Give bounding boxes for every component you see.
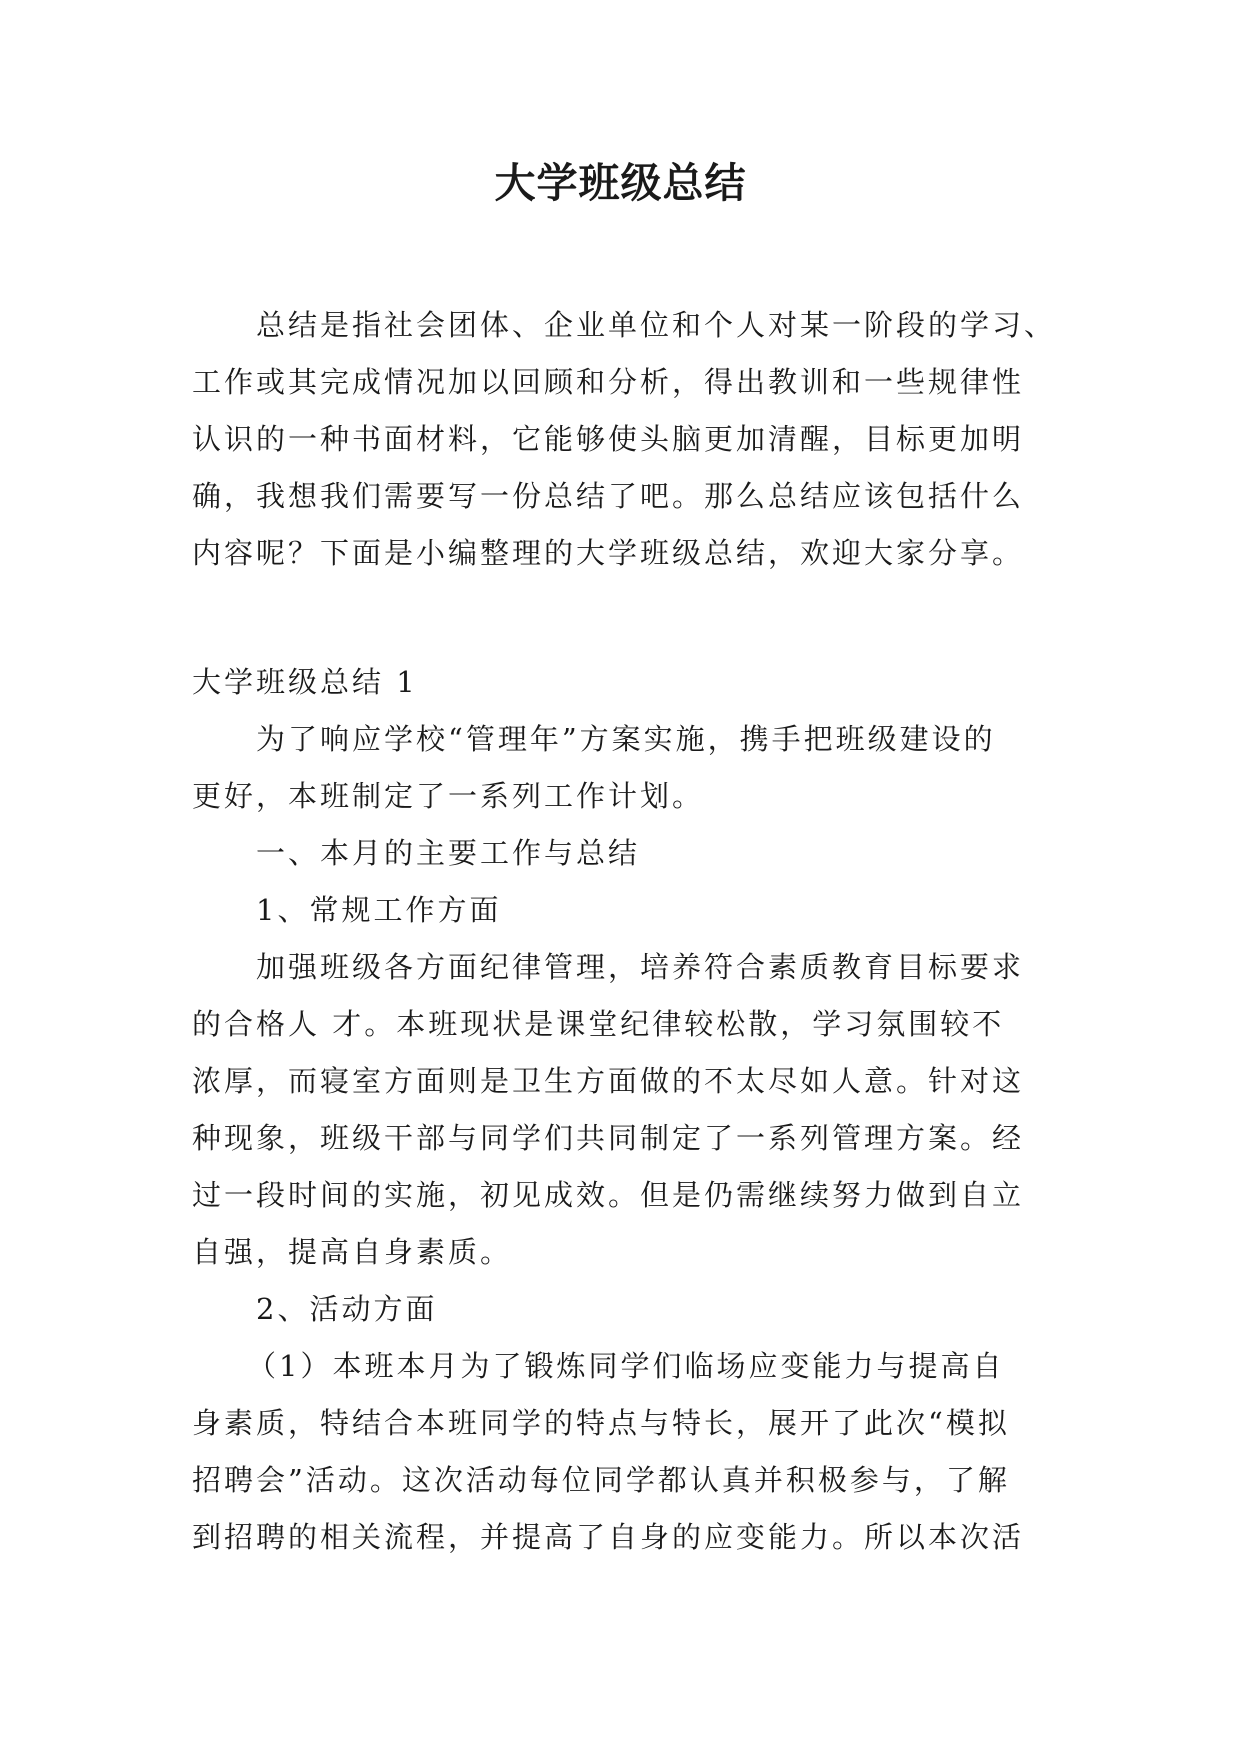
body-line: 身素质，特结合本班同学的特点与特长，展开了此次“模拟 [192, 1406, 1010, 1440]
section-heading: 大学班级总结 1 [192, 665, 418, 699]
body-line: 为了响应学校“管理年”方案实施，携手把班级建设的 [256, 722, 996, 756]
body-line: 的合格人 才。本班现状是课堂纪律较松散，学习氛围较不 [192, 1007, 1005, 1041]
body-line: 加强班级各方面纪律管理，培养符合素质教育目标要求 [256, 950, 1025, 984]
body-line: 过一段时间的实施，初见成效。但是仍需继续努力做到自立 [192, 1178, 1025, 1212]
body-line: 招聘会”活动。这次活动每位同学都认真并积极参与，了解 [192, 1463, 1010, 1497]
body-line: （1）本班本月为了锻炼同学们临场应变能力与提高自 [247, 1349, 1005, 1383]
intro-line: 内容呢？下面是小编整理的大学班级总结，欢迎大家分享。 [192, 536, 1025, 570]
section-body [192, 711, 1062, 1566]
subheading-line: 1、常规工作方面 [256, 893, 502, 927]
body-line: 更好，本班制定了一系列工作计划。 [192, 779, 705, 813]
body-line: 种现象，班级干部与同学们共同制定了一系列管理方案。经 [192, 1121, 1025, 1155]
subheading-line: 一、本月的主要工作与总结 [256, 836, 641, 870]
intro-line: 确，我想我们需要写一份总结了吧。那么总结应该包括什么 [192, 479, 1025, 513]
intro-line: 总结是指社会团体、企业单位和个人对某一阶段的学习、 [256, 308, 1057, 342]
document-title: 大学班级总结 [494, 159, 747, 207]
body-line: 自强，提高自身素质。 [192, 1235, 513, 1269]
intro-line: 工作或其完成情况加以回顾和分析，得出教训和一些规律性 [192, 365, 1025, 399]
intro-paragraph [192, 297, 1062, 582]
intro-line: 认识的一种书面材料，它能够使头脑更加清醒，目标更加明 [192, 422, 1025, 456]
body-line: 到招聘的相关流程，并提高了自身的应变能力。所以本次活 [192, 1520, 1025, 1554]
body-line: 浓厚，而寝室方面则是卫生方面做的不太尽如人意。针对这 [192, 1064, 1025, 1098]
section-heading-block [192, 654, 1062, 711]
subheading-line: 2、活动方面 [256, 1292, 438, 1326]
